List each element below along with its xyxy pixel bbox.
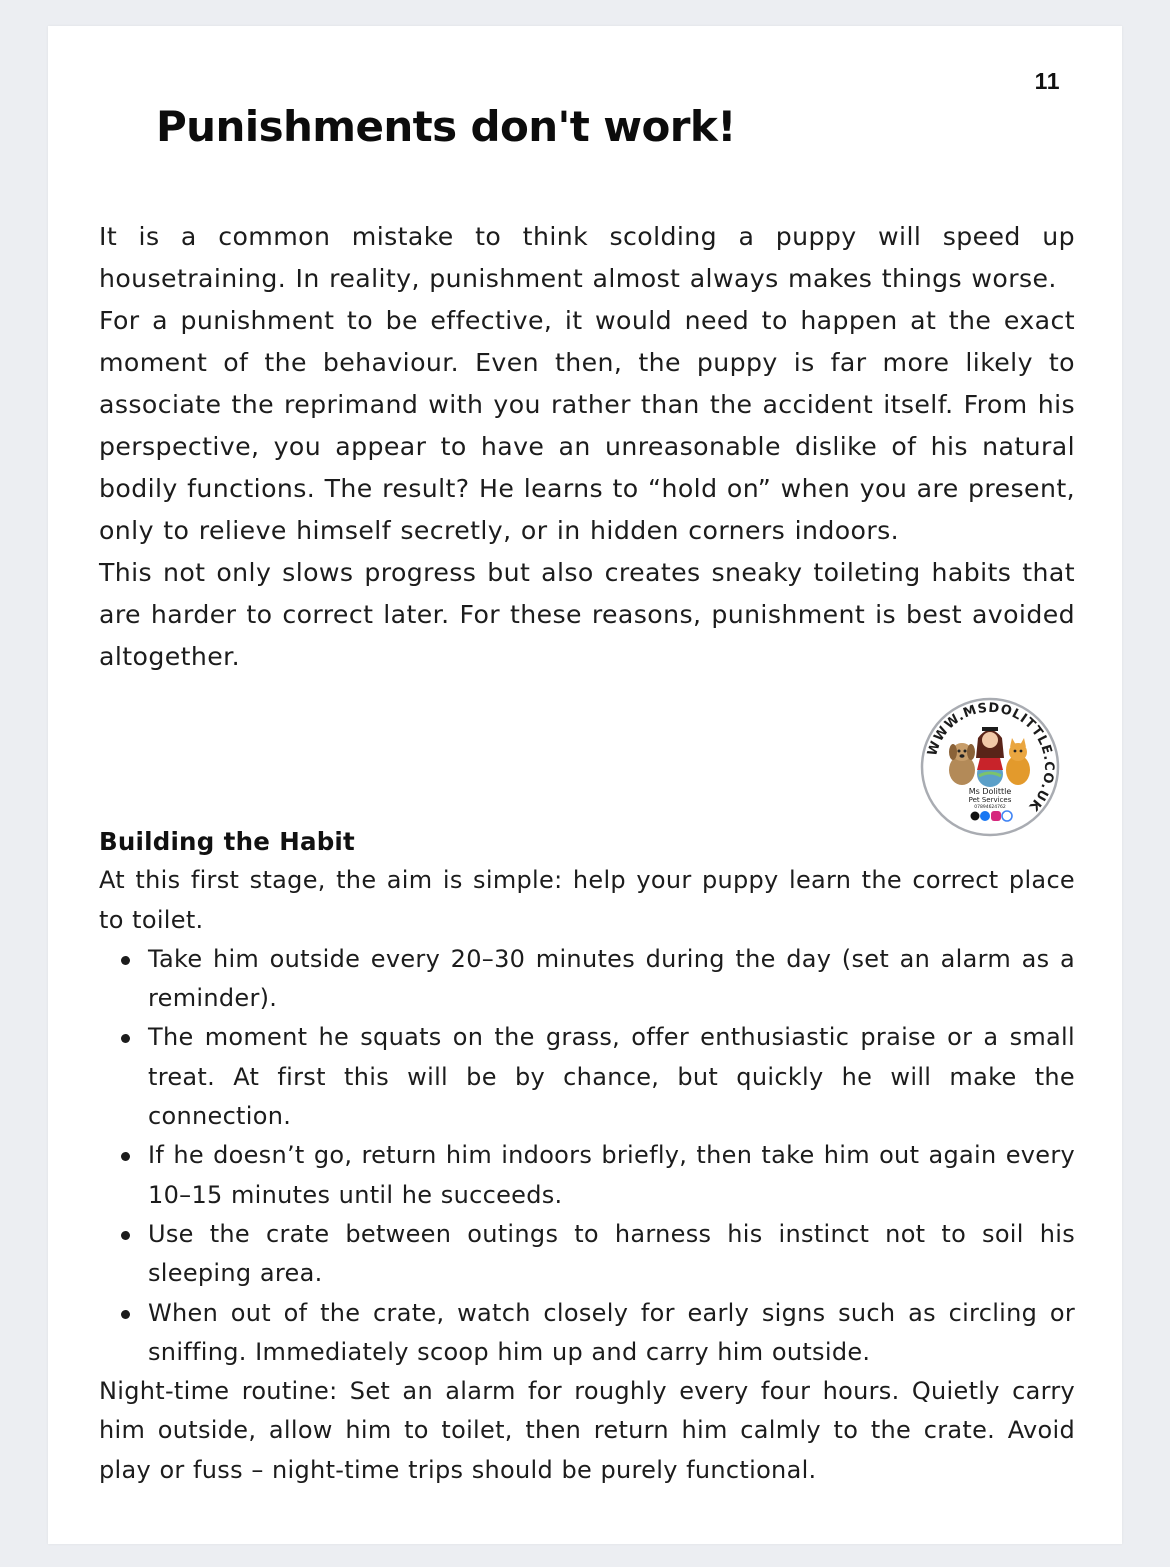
logo-ring-text: WWW.MSDOLITTLE.CO.UK: [925, 700, 1057, 814]
logo-subtitle: Pet Services: [968, 796, 1012, 804]
facebook-icon: [980, 811, 990, 821]
list-item: If he doesn’t go, return him indoors briefly, then take him out again every 10–15 minutes until he succeeds.: [148, 1136, 1075, 1215]
instagram-icon: [991, 811, 1001, 821]
habit-intro: At this first stage, the aim is simple: help your puppy learn the correct place to toilet.: [99, 866, 1075, 934]
list-item: Use the crate between outings to harness his instinct not to soil his sleeping area.: [148, 1215, 1075, 1294]
intro-paragraph: This not only slows progress but also creates sneaky toileting habits that are harder to correct later. For these reasons, punishment is best avoided altogether.: [99, 558, 1075, 671]
habit-section: [99, 822, 1075, 1490]
page-title: Punishments don't work!: [156, 102, 736, 151]
document-page: [48, 26, 1122, 1544]
logo-phone: 07894624762: [974, 805, 1006, 810]
tiktok-icon: [971, 812, 980, 821]
intro-section: [99, 216, 1075, 678]
list-item: Take him outside every 20–30 minutes during the day (set an alarm as a reminder).: [148, 940, 1075, 1019]
list-item: When out of the crate, watch closely for early signs such as circling or sniffing. Immediately scoop him up and carry him outside.: [148, 1294, 1075, 1373]
intro-paragraph: For a punishment to be effective, it would need to happen at the exact moment of the behaviour. Even then, the puppy is far more likely to associate the reprimand with you rather than the accident itself. From his perspective, you appear to have an unreasonable dislike of his natural bodily functions. The result? He learns to “hold on” when you are present, only to relieve himself secretly, or in hidden corners indoors.: [99, 306, 1075, 545]
list-item: The moment he squats on the grass, offer enthusiastic praise or a small treat. At first this will be by chance, but quickly he will make the connection.: [148, 1018, 1075, 1136]
night-routine: Night-time routine: Set an alarm for roughly every four hours. Quietly carry him outside, allow him to toilet, then return him calmly to the crate. Avoid play or fuss – night-time trips should be purely functional.: [99, 1377, 1075, 1484]
page-number: 11: [1034, 68, 1060, 94]
logo-name: Ms Dolittle: [968, 787, 1012, 796]
section-heading: Building the Habit: [99, 827, 355, 856]
dog-icon: [949, 743, 975, 785]
google-icon: [1002, 811, 1012, 821]
habit-list: [99, 940, 1075, 1372]
ms-dolittle-logo: [919, 696, 1061, 838]
intro-paragraph: It is a common mistake to think scolding a puppy will speed up housetraining. In reality, punishment almost always makes things worse.: [99, 222, 1075, 293]
